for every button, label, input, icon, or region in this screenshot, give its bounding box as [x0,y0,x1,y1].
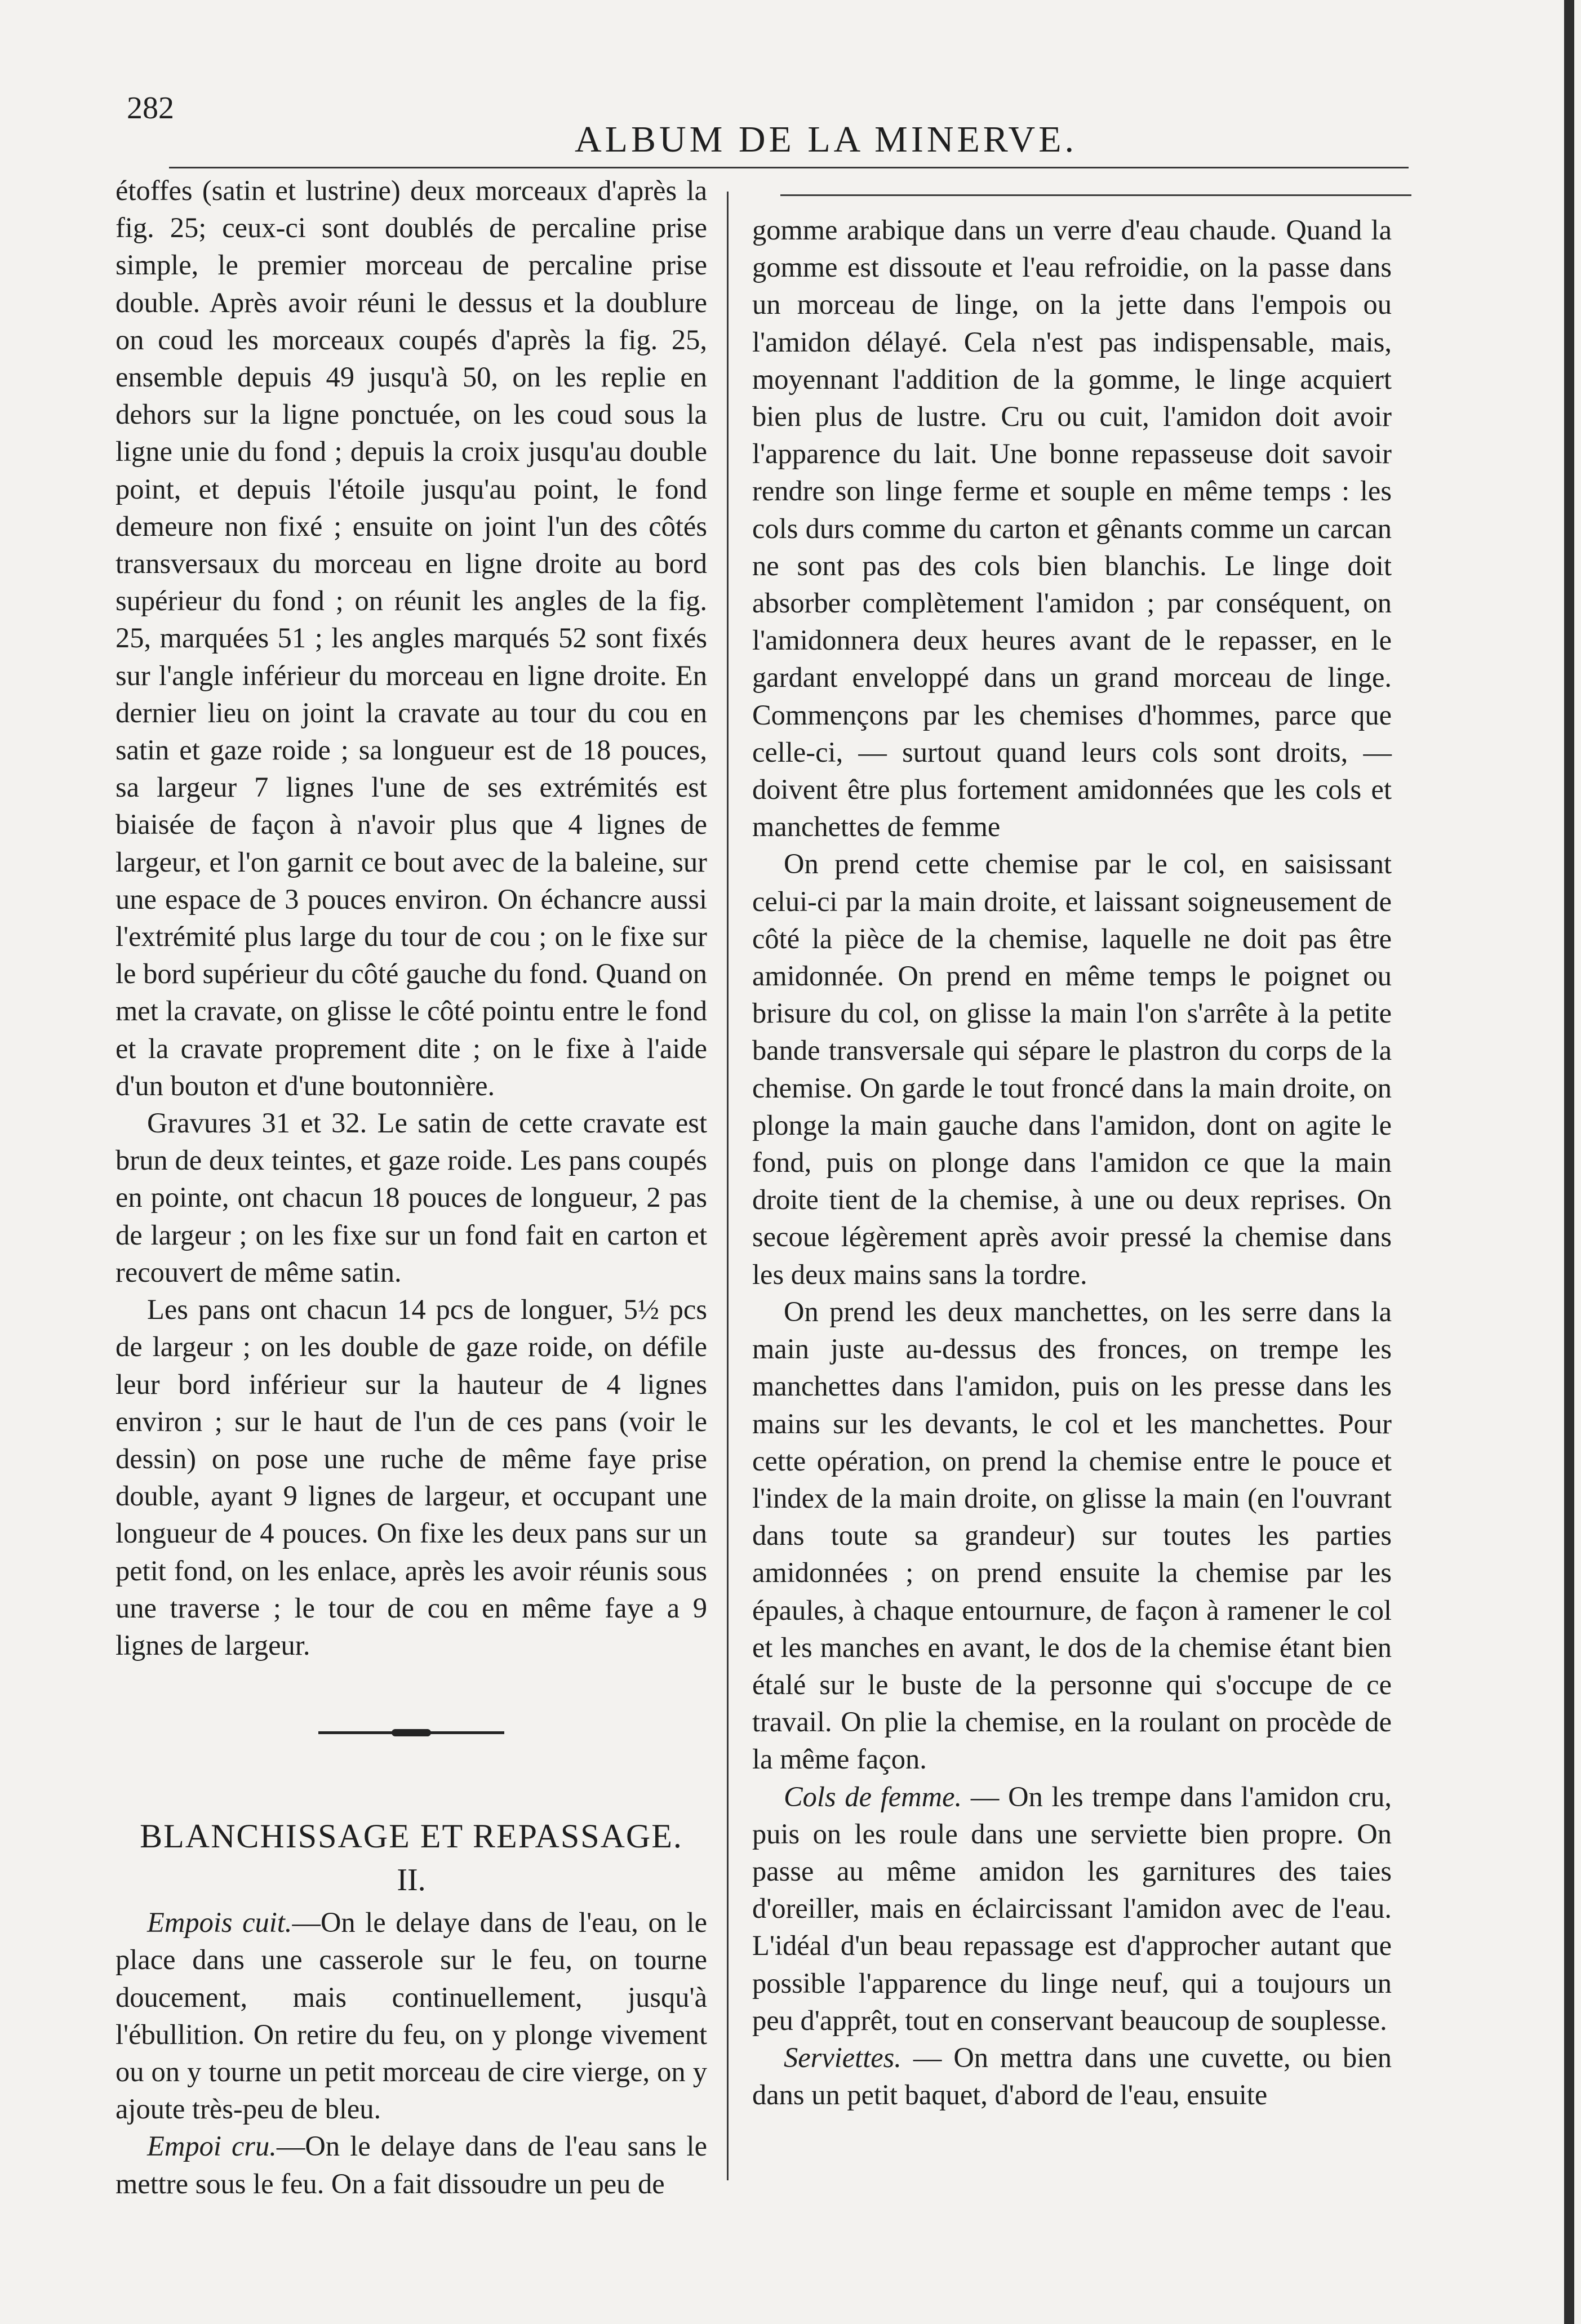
left-column [116,172,707,2202]
left-paragraph-5-text: —On le delaye dans de l'eau sans le mettre sous le feu. On a fait dissoudre un peu de [116,2130,707,2199]
right-paragraph-5 [752,2039,1392,2113]
left-paragraph-5 [116,2127,707,2202]
run-in-heading-cols-de-femme: Cols de femme. [784,1780,962,1812]
page-number: 282 [127,91,174,126]
left-paragraph-3: Les pans ont chacun 14 pcs de longuer, 5½ pcs de largeur ; on les double de gaze roide, on défile leur bord inférieur sur la hauteur de 4 lignes environ ; sur le haut de l'un de ces pans (voir le dessin) on pose une ruche de même faye prise double, ayant 9 lignes de largeur, et occupant une longueur de 4 pouces. On fixe les deux pans sur un petit fond, on les enlace, après les avoir réunis sous une traverse ; le tour de cou en même faye a 9 lignes de largeur. [116,1294,707,1661]
column-divider [727,192,729,2180]
left-paragraph-2: Gravures 31 et 32. Le satin de cette cravate est brun de deux teintes, et gaze roide. Les pans coupés en pointe, ont chacun 18 pouces de longueur, 2 pas de largeur ; on les fixe sur un fond fait en carton et recouvert de même satin. [116,1107,707,1288]
run-in-heading-empoi-cru: Empoi cru. [147,2130,277,2162]
right-paragraph-2: On prend cette chemise par le col, en saisissant celui-ci par la main droite, et laissant soigneusement de côté la pièce de la chemise, laquelle ne doit pas être amidonnée. On prend en même temps le poignet ou brisure du col, on glisse la main l'on s'arrête à la petite bande transversale qui sépare le plastron du corps de la chemise. On garde le tout froncé dans la main droite, on plonge la main gauche dans l'amidon, dont on agite le fond, puis on plonge dans l'amidon ce que la main droite tient de la chemise, à une ou deux reprises. On secoue légèrement après avoir pressé la chemise dans les deux mains sans la tordre. [752,848,1392,1290]
run-in-heading-empois-cuit: Empois cuit. [147,1907,292,1939]
scan-edge-bar [1564,0,1574,2324]
right-column [752,211,1392,2113]
right-column-top-rule [780,194,1411,196]
running-title: ALBUM DE LA MINERVE. [575,119,1078,160]
left-paragraph-4-text: —On le delaye dans de l'eau, on le place dans une casserole sur le feu, on tourne doucement, mais continuellement, jusqu'à l'ébullition. On retire du feu, on y plonge vivement ou on y tourne un petit morceau de cire vierge, on y ajoute très-peu de bleu. [116,1907,707,2125]
ornament-divider [318,1731,504,1734]
left-paragraph-1: étoffes (satin et lustrine) deux morceaux d'après la fig. 25; ceux-ci sont doublés de percaline prise simple, le premier morceau de percaline prise double. Après avoir réuni le dessus et la doublure on coud les morceaux coupés d'après la fig. 25, ensemble depuis 49 jusqu'à 50, on les replie en dehors sur la ligne ponctuée, on les coud sous la ligne unie du fond ; depuis la croix jusqu'au double point, et depuis l'étoile jusqu'au point, le fond demeure non fixé ; ensuite on joint l'un des côtés transversaux du morceau en ligne droite au bord supérieur du fond ; on réunit les angles de la fig. 25, marquées 51 ; les angles marqués 52 sont fixés sur l'angle inférieur du morceau en ligne droite. En dernier lieu on joint la cravate au tour du cou en satin et gaze roide ; sa longueur est de 18 pouces, sa largeur 7 lignes l'une de ses extrémités est biaisée de façon à n'avoir plus que 4 lignes de largeur, et l'on garnit ce bout avec de la baleine, sur une espace de 3 pouces environ. On échancre aussi l'extrémité plus large du tour de cou ; on le fixe sur le bord supérieur du côté gauche du fond. Quand on met la cravate, on glisse le côté pointu entre le fond et la cravate proprement dite ; on le fixe à l'aide d'un bouton et d'une boutonnière. [116,175,707,1101]
right-paragraph-1: gomme arabique dans un verre d'eau chaude. Quand la gomme est dissoute et l'eau refroidie, on la passe dans un morceau de linge, on la jette dans l'empois ou l'amidon délayé. Cela n'est pas indispensable, mais, moyennant l'addition de la gomme, le linge acquiert bien plus de lustre. Cru ou cuit, l'amidon doit avoir l'apparence du lait. Une bonne repasseuse doit savoir rendre son linge ferme et souple en même temps : les cols durs comme du carton et gênants comme un carcan ne sont pas des cols bien blanchis. Le linge doit absorber complètement l'amidon ; par conséquent, on l'amidonnera deux heures avant de le repasser, en le gardant enveloppé dans un grand morceau de linge. Commençons par les chemises d'hommes, parce que celle-ci, — surtout quand leurs cols sont droits, — doivent être plus fortement amidonnées que les cols et manchettes de femme [752,214,1392,843]
header-rule [169,167,1409,168]
right-paragraph-4-text: — On les trempe dans l'amidon cru, puis on les roule dans une serviette bien propre. On passe au même amidon les garnitures des taies d'oreiller, mais en éclaircissant l'amidon avec de l'eau. L'idéal d'un beau repassage est d'approcher autant que possible l'apparence du linge neuf, qui a toujours un peu d'apprêt, tout en conservant beaucoup de souplesse. [752,1780,1392,2036]
section-title: BLANCHISSAGE ET REPASSAGE. [140,1818,683,1855]
run-in-heading-serviettes: Serviettes. [784,2041,901,2073]
right-paragraph-3: On prend les deux manchettes, on les serre dans la main juste au-dessus des fronces, on trempe les manchettes dans l'amidon, puis on les presse dans les mains sur les devants, le col et les manchettes. Pour cette opération, on prend la chemise entre le pouce et l'index de la main droite, on glisse la main (en l'ouvrant dans toute sa grandeur) sur toutes les parties amidonnées ; on prend ensuite la chemise par les épaules, à chaque entournure, de façon à ramener le col et les manches en avant, le dos de la chemise étant bien étalé sur le buste de la personne qui s'occupe de ce travail. On plie la chemise, en la roulant on procède de la même façon. [752,1295,1392,1775]
left-paragraph-4 [116,1904,707,2127]
right-paragraph-5-text: — On mettra dans une cuvette, ou bien dans un petit baquet, d'abord de l'eau, ensuite [752,2041,1392,2111]
section-number: II. [397,1863,426,1898]
right-paragraph-4 [752,1778,1392,2039]
